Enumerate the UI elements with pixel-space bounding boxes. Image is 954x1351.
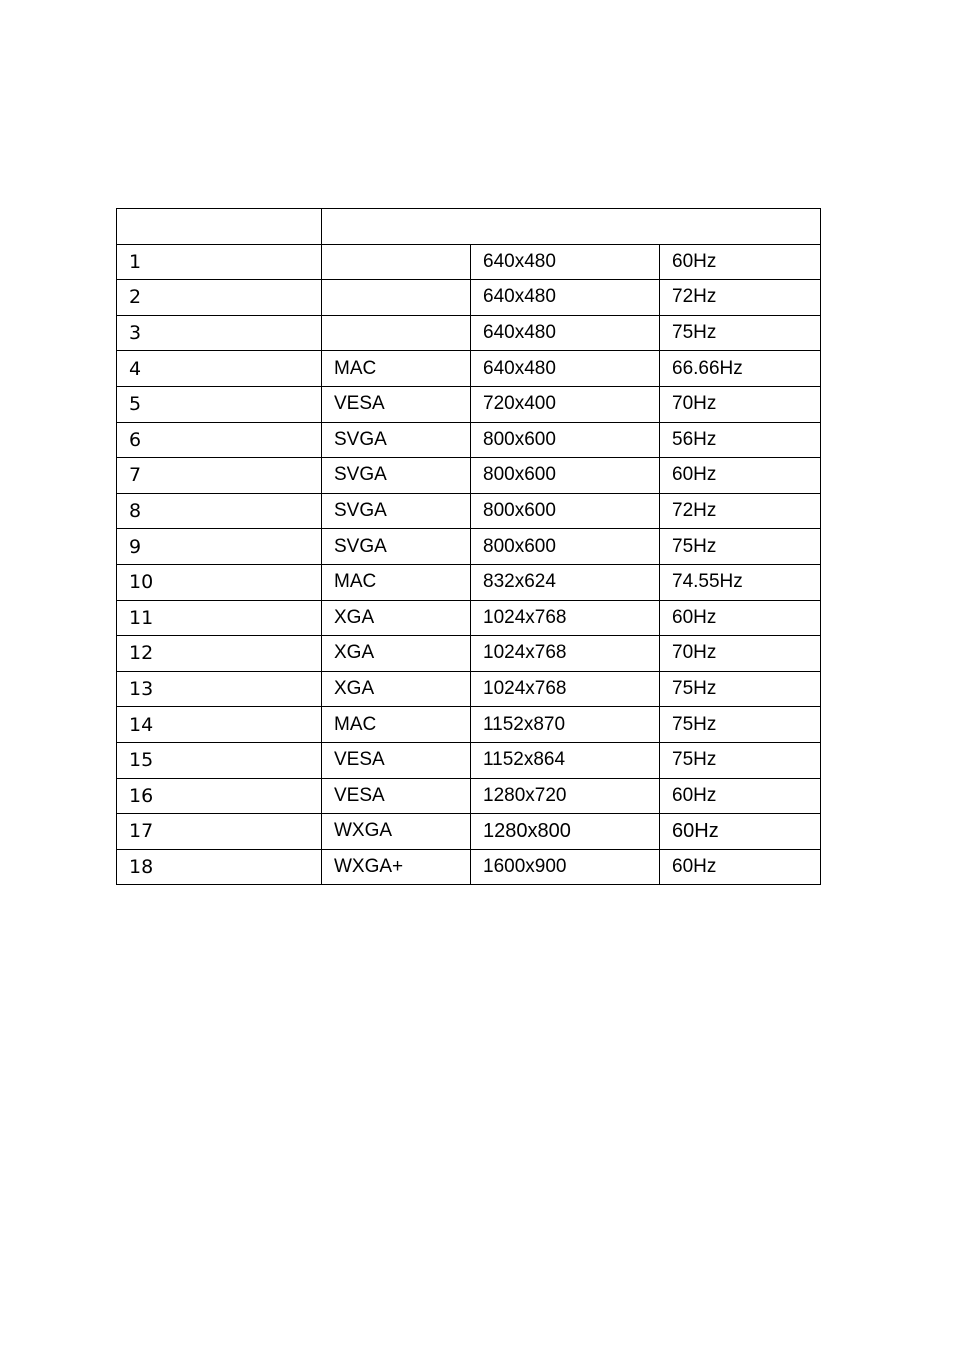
cell-refresh-rate: 60Hz [660, 244, 821, 280]
cell-resolution: 832x624 [471, 564, 660, 600]
cell-standard: SVGA [322, 529, 471, 565]
cell-standard: VESA [322, 386, 471, 422]
table-row [117, 671, 821, 707]
table-row [117, 742, 821, 778]
cell-resolution: 1024x768 [471, 671, 660, 707]
cell-resolution: 640x480 [471, 351, 660, 387]
cell-refresh-rate: 75Hz [660, 707, 821, 743]
table-row [117, 636, 821, 672]
cell-resolution: 1600x900 [471, 849, 660, 885]
cell-number: 11 [117, 600, 322, 636]
table-row [117, 244, 821, 280]
table-row [117, 707, 821, 743]
table-row [117, 351, 821, 387]
cell-number: 5 [117, 386, 322, 422]
cell-standard: WXGA+ [322, 849, 471, 885]
cell-standard: XGA [322, 636, 471, 672]
display-modes-table [116, 208, 821, 885]
cell-resolution: 1024x768 [471, 600, 660, 636]
cell-number: 17 [117, 814, 322, 850]
cell-resolution: 800x600 [471, 422, 660, 458]
cell-resolution: 1280x720 [471, 778, 660, 814]
cell-resolution: 1280x800 [471, 814, 660, 850]
cell-refresh-rate: 74.55Hz [660, 564, 821, 600]
header-cell-mode [322, 209, 821, 245]
cell-number: 16 [117, 778, 322, 814]
cell-number: 10 [117, 564, 322, 600]
cell-refresh-rate: 56Hz [660, 422, 821, 458]
cell-resolution: 1152x864 [471, 742, 660, 778]
cell-number: 15 [117, 742, 322, 778]
cell-refresh-rate: 60Hz [660, 849, 821, 885]
cell-number: 7 [117, 458, 322, 494]
cell-standard: MAC [322, 707, 471, 743]
cell-standard: SVGA [322, 422, 471, 458]
cell-refresh-rate: 66.66Hz [660, 351, 821, 387]
cell-resolution: 800x600 [471, 493, 660, 529]
cell-standard: SVGA [322, 493, 471, 529]
cell-number: 3 [117, 315, 322, 351]
cell-refresh-rate: 75Hz [660, 742, 821, 778]
cell-refresh-rate: 75Hz [660, 671, 821, 707]
cell-standard: VESA [322, 742, 471, 778]
cell-standard [322, 315, 471, 351]
cell-refresh-rate: 60Hz [660, 814, 821, 850]
cell-resolution: 640x480 [471, 315, 660, 351]
cell-resolution: 640x480 [471, 280, 660, 316]
cell-number: 9 [117, 529, 322, 565]
table-row [117, 458, 821, 494]
table-row [117, 778, 821, 814]
cell-standard: XGA [322, 600, 471, 636]
table-row [117, 315, 821, 351]
cell-refresh-rate: 72Hz [660, 280, 821, 316]
cell-refresh-rate: 70Hz [660, 386, 821, 422]
cell-number: 12 [117, 636, 322, 672]
table-row [117, 849, 821, 885]
cell-number: 4 [117, 351, 322, 387]
table-row [117, 386, 821, 422]
cell-number: 14 [117, 707, 322, 743]
table-row [117, 600, 821, 636]
cell-number: 8 [117, 493, 322, 529]
cell-refresh-rate: 75Hz [660, 315, 821, 351]
cell-standard: VESA [322, 778, 471, 814]
cell-refresh-rate: 60Hz [660, 778, 821, 814]
cell-resolution: 640x480 [471, 244, 660, 280]
cell-resolution: 1152x870 [471, 707, 660, 743]
cell-resolution: 800x600 [471, 458, 660, 494]
table-row [117, 564, 821, 600]
table-row [117, 814, 821, 850]
table-row [117, 493, 821, 529]
cell-standard: SVGA [322, 458, 471, 494]
cell-refresh-rate: 60Hz [660, 600, 821, 636]
table-row [117, 529, 821, 565]
cell-number: 2 [117, 280, 322, 316]
cell-standard: XGA [322, 671, 471, 707]
cell-number: 18 [117, 849, 322, 885]
cell-standard: MAC [322, 564, 471, 600]
cell-number: 13 [117, 671, 322, 707]
cell-refresh-rate: 60Hz [660, 458, 821, 494]
cell-refresh-rate: 70Hz [660, 636, 821, 672]
cell-resolution: 1024x768 [471, 636, 660, 672]
table-header-row [117, 209, 821, 245]
header-cell-no [117, 209, 322, 245]
table-body [117, 209, 821, 885]
table-row [117, 280, 821, 316]
cell-standard: WXGA [322, 814, 471, 850]
cell-standard: MAC [322, 351, 471, 387]
cell-standard [322, 280, 471, 316]
table-row [117, 422, 821, 458]
cell-resolution: 720x400 [471, 386, 660, 422]
cell-resolution: 800x600 [471, 529, 660, 565]
cell-refresh-rate: 72Hz [660, 493, 821, 529]
cell-refresh-rate: 75Hz [660, 529, 821, 565]
cell-number: 6 [117, 422, 322, 458]
cell-number: 1 [117, 244, 322, 280]
cell-standard [322, 244, 471, 280]
